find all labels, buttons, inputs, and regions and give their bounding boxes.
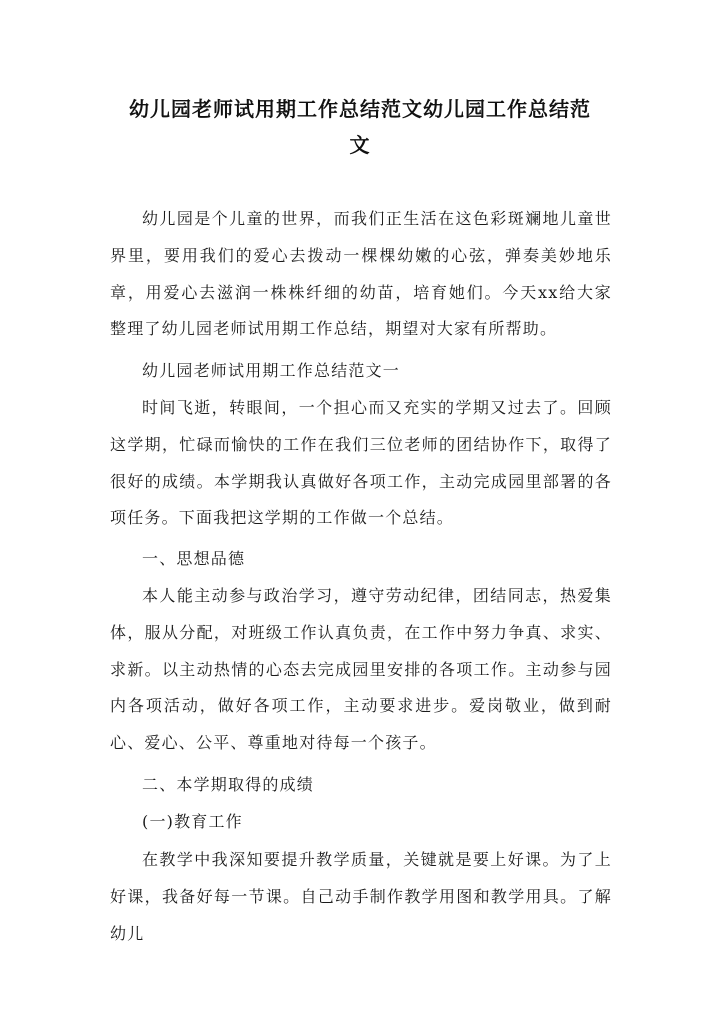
document-title-line1: 幼儿园老师试用期工作总结范文幼儿园工作总结范 [129,97,591,121]
heading-2: 二、本学期取得的成绩 [142,775,315,794]
heading-1: 一、思想品德 [142,549,246,568]
document-title-line2: 文 [349,133,371,157]
paragraph-2: 本人能主动参与政治学习，遵守劳动纪律，团结同志，热爱集体，服从分配，对班级工作认真负责，在工作中努力争真、求实、求新。以主动热情的心态去完成园里安排的各项工作。主动参与园内各项活动，做好各项工作，主动要求进步。爱岗敬业，做到耐心、爱心、公平、尊重地对待每一个孩子。 [110,586,612,753]
paragraph-3: 在教学中我深知要提升教学质量，关键就是要上好课。为了上好课，我备好每一节课。自己动手制作教学用图和教学用具。了解幼儿 [110,850,612,943]
heading-3: (一)教育工作 [142,812,243,831]
paragraph-1: 时间飞逝，转眼间，一个担心而又充实的学期又过去了。回顾这学期，忙碌而愉快的工作在我们三位老师的团结协作下，取得了很好的成绩。本学期我认真做好各项工作，主动完成园里部署的各项任务。下面我把这学期的工作做一个总结。 [110,398,612,528]
intro-paragraph: 幼儿园是个儿童的世界，而我们正生活在这色彩斑斓地儿童世界里，要用我们的爱心去拨动一棵棵幼嫩的心弦，弹奏美妙地乐章，用爱心去滋润一株株纤细的幼苗，培育她们。今天xx给大家整理了幼儿园老师试用期工作总结，期望对大家有所帮助。 [110,209,612,339]
section-title: 幼儿园老师试用期工作总结范文一 [142,361,401,380]
